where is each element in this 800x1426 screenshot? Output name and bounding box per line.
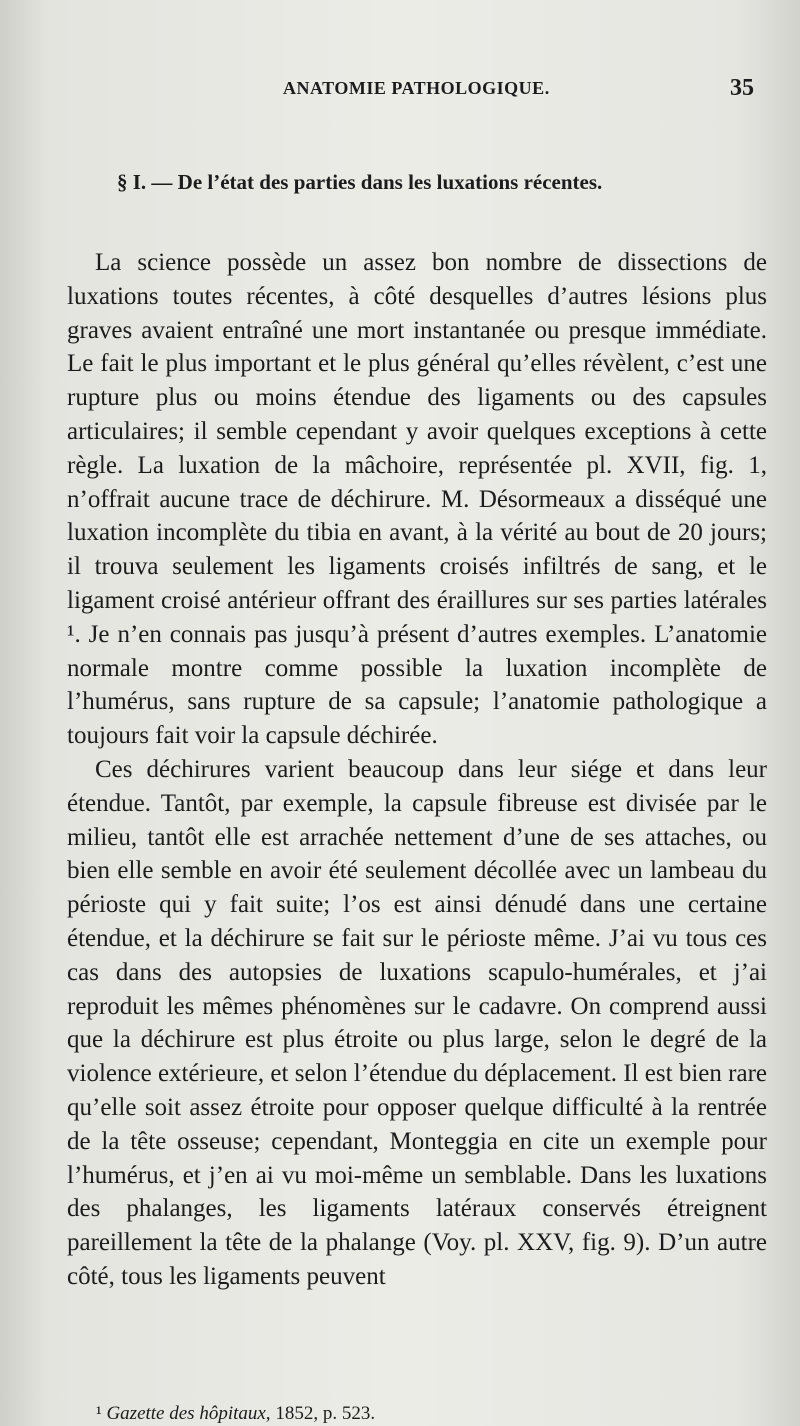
footnote-marker: ¹: [96, 1403, 102, 1424]
body-text: [67, 246, 767, 1294]
page-number: 35: [730, 75, 754, 101]
section-heading: § I. — De l’état des parties dans les luxations récentes.: [117, 170, 603, 194]
paragraph: Ces déchirures varient beaucoup dans leur siége et dans leur étendue. Tantôt, par exemple, la capsule fibreuse est divisée par le milieu, tantôt elle est arrachée nettement d’une de ses attaches, ou bien elle semble en avoir été seulement décollée avec un lambeau du périoste qui y fait suite; l’os est ainsi dénudé dans une certaine étendue, et la déchirure se fait sur le périoste même. J’ai vu tous ces cas dans des autopsies de luxations scapulo-humérales, et j’ai reproduit les mêmes phénomènes sur le cadavre. On comprend aussi que la déchirure est plus étroite ou plus large, selon le degré de la violence extérieure, et selon l’étendue du déplacement. Il est bien rare qu’elle soit assez étroite pour opposer quelque difficulté à la rentrée de la tête osseuse; cependant, Monteggia en cite un exemple pour l’humérus, et j’en ai vu moi-même un semblable. Dans les luxations des phalanges, les ligaments latéraux conservés étreignent pareillement la tête de la phalange (Voy. pl. XXV, fig. 9). D’un autre côté, tous les ligaments peuvent: [67, 755, 767, 1290]
footnote-source: Gazette des hôpitaux,: [106, 1403, 271, 1424]
footnote: [96, 1404, 696, 1424]
running-head-title: ANATOMIE PATHOLOGIQUE.: [283, 78, 550, 98]
footnote-detail: 1852, p. 523.: [275, 1403, 376, 1424]
paragraph: La science possède un assez bon nombre de dissections de luxations toutes récentes, à côté desquelles d’autres lésions plus graves avaient entraîné une mort instantanée ou presque immédiate. Le fait le plus important et le plus général qu’elles révèlent, c’est une rupture plus ou moins étendue des ligaments ou des capsules articulaires; il semble cependant y avoir quelques exceptions à cette règle. La luxation de la mâchoire, représentée pl. XVII, fig. 1, n’offrait aucune trace de déchirure. M. Désormeaux a disséqué une luxation incomplète du tibia en avant, à la vérité au bout de 20 jours; il trouva seulement les ligaments croisés infiltrés de sang, et le ligament croisé antérieur offrant des éraillures sur ses parties latérales ¹. Je n’en connais pas jusqu’à présent d’autres exemples. L’anatomie normale montre comme possible la luxation incomplète de l’humérus, sans rupture de sa capsule; l’anatomie pathologique a toujours fait voir la capsule déchirée.: [67, 249, 767, 750]
running-head: [0, 75, 800, 104]
